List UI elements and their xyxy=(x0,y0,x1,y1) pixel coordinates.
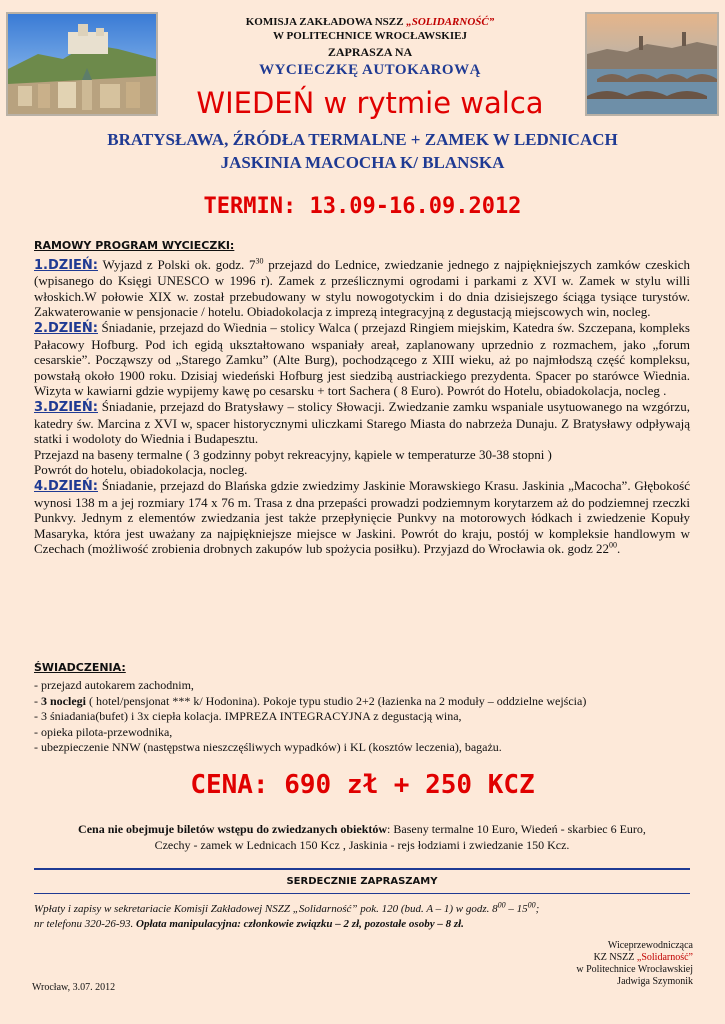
benefit-dash: - xyxy=(34,693,41,708)
document-date: Wrocław, 3.07. 2012 xyxy=(32,982,116,993)
day-3 xyxy=(34,399,690,447)
signup-info xyxy=(34,902,690,932)
day-3-extra-1: Przejazd na baseny termalne ( 3 godzinny pobyt rekreacyjny, kąpiele w temperaturze 30-38 stopni ) xyxy=(34,446,552,462)
signup-sup-2: 00 xyxy=(527,900,536,910)
day-2-label: 2.DZIEŃ: xyxy=(34,320,98,336)
day-4 xyxy=(34,478,690,557)
salzburg-photo xyxy=(6,12,158,116)
signature-person: Jadwiga Szymonik xyxy=(617,976,693,987)
benefit-item: - opieka pilota-przewodnika, xyxy=(34,724,173,739)
signature-org-name: „Solidarność” xyxy=(636,952,693,963)
day-4-text-b: . xyxy=(617,541,621,557)
price: CENA: 690 zł + 250 KCZ xyxy=(190,770,535,800)
exclusions-bold: Cena nie obejmuje biletów wstępu do zwiedzanych obiektów xyxy=(78,822,388,836)
signature-institution: w Politechnice Wrocławskiej xyxy=(576,964,693,975)
day-4-text-a: Śniadanie, przejazd do Blańska gdzie zwiedzimy Jaskinie Morawskiego Krasu. Jaskinia „Macocha”. Głębokość wynosi 138 m a jej rozmiary 174 x 76 m. Trasa z dna przepaści prowadzi podziemnym korytarzem aż do podziemnej rzeczki Punkvy. Jednym z elementów zwiedzania jest także przepłynięcie Punkvy na motorowych łódkach i zwiedzenie Kopuły Masaryka, która jest uważany za najpiękniejsze miejsce w Jaskini. Powrót do kraju, postój w kompleksie handlowym w Czechach (możliwość zrobienia drobnych zakupów lub spożycia posiłku). Przyjazd do Wrocławia ok. godz 22 xyxy=(34,477,690,557)
benefit-lodging: ( hotel/pensjonat *** k/ Hodonina). Pokoje typu studio 2+2 (łazienka na 2 moduły – oddzielne wejścia) xyxy=(86,693,587,708)
day-3-text: Śniadanie, przejazd do Bratysławy – stolicy Słowacji. Zwiedzanie zamku wspaniale usytuowanego na wzgórzu, katedry św. Marcina z XVI w, spacer historycznymi uliczkami Starego Miasta do nabrzeża Dunaju. Z Bratysławy odpływają statki i wodoloty do Wiednia i Budapesztu. xyxy=(34,398,690,447)
day-2-text: Śniadanie, przejazd do Wiednia – stolicy Walca ( przejazd Ringiem miejskim, Katedra św. Szczepana, kompleks Pałacowy Hofburg. Pod ich egidą ukształtowano wspaniały areał, zaplanowany uprzednio z rozmachem, jako „forum cesarskie”. Począwszy od „Starego Zamku” (Alte Burg), pochodzącego z XIII wieku, aż po najmłodszą część kompleksu, powstałą około 1900 roku. Dzisiaj wiedeński Hofburg jest siedzibą austriackiego prezydenta. Spacer po starówce Wiednia. Wizyta w kawiarni gdzie wypijemy kawę po cesarsku + tort Sachera ( 8 Euro). Powrót do Hotelu, obiadokolacja, nocleg . xyxy=(34,319,690,399)
divider xyxy=(34,893,690,894)
day-1-text-b: przejazd do Lednice, zwiedzanie jednego z najpiękniejszych zamków czeskich (wpisanego do Księgi UNESCO w 1996 r). Zamek z prześlicznymi ogrodami i parkami z XVI w. Zamek w stylu willi włoskich.W połowie XIX w. został przebudowany w stylu nowogotyckim i do dnia dzisiejszego ściąga tysiące turystów. Zakwaterowanie w pensjonacie / hotelu. Obiadokolacja z imprezą integracyjną z degustacją miejscowych win, nocleg. xyxy=(34,256,690,320)
signup-phone: nr telefonu 320-26-93. xyxy=(34,918,137,930)
day-4-time-sup: 00 xyxy=(609,540,618,550)
subtitle-destinations: BRATYSŁAWA, ŹRÓDŁA TERMALNE + ZAMEK W LEDNICACH xyxy=(107,130,618,149)
organization-line-2: W POLITECHNICE WROCŁAWSKIEJ xyxy=(273,30,467,42)
benefits-heading: ŚWIADCZENIA: xyxy=(34,661,126,674)
day-4-label: 4.DZIEŃ: xyxy=(34,478,98,494)
organization-line xyxy=(160,16,580,28)
signup-fee: Opłata manipulacyjna: członkowie związku – 2 zł, pozostałe osoby – 8 zł. xyxy=(136,918,464,930)
exclusions-rest: : Baseny termalne 10 Euro, Wiedeń - skarbiec 6 Euro, xyxy=(387,822,646,836)
day-1 xyxy=(34,257,690,320)
closing-invitation: SERDECZNIE ZAPRASZAMY xyxy=(286,876,438,887)
benefit-item: - 3 śniadania(bufet) i 3x ciepła kolacja. IMPREZA INTEGRACYJNA z degustacją wina, xyxy=(34,709,462,724)
day-3-extra-2: Powrót do hotelu, obiadokolacja, nocleg. xyxy=(34,462,248,478)
program-heading: RAMOWY PROGRAM WYCIECZKI: xyxy=(34,239,235,252)
divider xyxy=(34,868,690,870)
headline: WIEDEŃ w rytmie walca xyxy=(196,86,544,120)
benefit-item: - przejazd autokarem zachodnim, xyxy=(34,678,194,693)
benefit-item xyxy=(34,694,690,709)
solidarnosc-name: „SOLIDARNOŚĆ” xyxy=(406,16,495,28)
day-1-label: 1.DZIEŃ: xyxy=(34,257,98,273)
day-3-label: 3.DZIEŃ: xyxy=(34,399,98,415)
signature-org xyxy=(473,952,693,964)
signup-text-a: Wpłaty i zapisy w sekretariacie Komisji Zakładowej NSZZ „Solidarność” pok. 120 (bud. A – 1) w godz. 8 xyxy=(34,903,498,915)
day-1-text-a: Wyjazd z Polski ok. godz. 7 xyxy=(98,256,256,272)
signature-block xyxy=(473,940,693,988)
signature-org-prefix: KZ NSZZ xyxy=(593,952,637,963)
signup-mid: – 15 xyxy=(505,903,528,915)
signup-sup-1: 00 xyxy=(497,900,506,910)
benefit-item: - ubezpieczenie NNW (następstwa nieszczęśliwych wypadków) i KL (kosztów leczenia), bagażu. xyxy=(34,740,502,755)
trip-dates: TERMIN: 13.09-16.09.2012 xyxy=(203,194,522,219)
program-section xyxy=(34,238,690,557)
day-2 xyxy=(34,320,690,399)
price-exclusions xyxy=(34,822,690,853)
benefits-list xyxy=(34,678,690,755)
exclusions-line-2: Czechy - zamek w Lednicach 150 Kcz , Jaskinia - rejs łodziami i zwiedzanie 150 Kcz. xyxy=(154,837,570,852)
river-city-photo xyxy=(585,12,719,116)
invites-text: ZAPRASZA NA xyxy=(327,45,413,59)
day-1-time-sup: 30 xyxy=(255,256,264,266)
signup-end: ; xyxy=(535,903,540,915)
subtitle-cave: JASKINIA MACOCHA K/ BLANSKA xyxy=(220,153,505,172)
benefits-section xyxy=(34,660,690,755)
org-prefix: KOMISJA ZAKŁADOWA NSZZ xyxy=(245,16,407,28)
benefit-nights: 3 noclegi xyxy=(41,693,86,708)
trip-type: WYCIECZKĘ AUTOKAROWĄ xyxy=(259,62,481,78)
signature-role: Wiceprzewodnicząca xyxy=(607,940,693,951)
